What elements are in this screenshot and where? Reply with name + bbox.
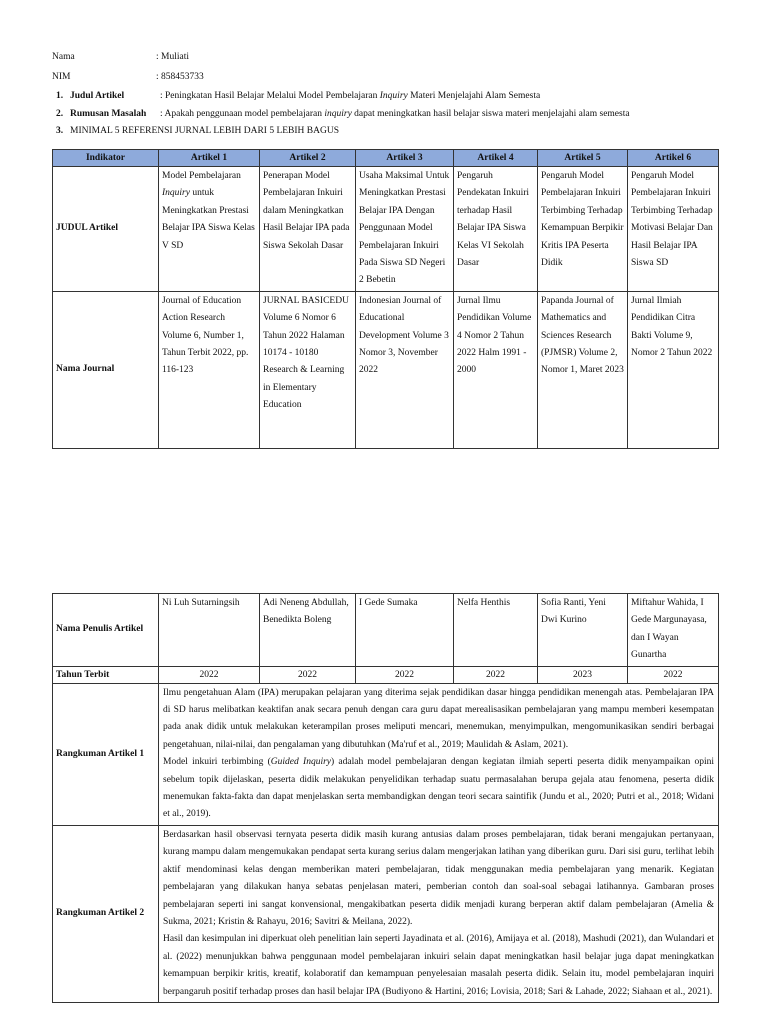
rangkuman-1-paragraph-1: Ilmu pengetahuan Alam (IPA) merupakan pelajaran yang diterima sejak pendidikan dasar hingga pendidikan menengah atas. Pembelajaran IPA di SD harus melibatkan keaktifan anak secara penuh dengan cara guru dapat merealisasikan pembelajaran yang mampu memberi kesempatan pada anak didik untuk melakukan keterampilan proses meliputi mencari, menemukan, menyimpulkan, mengomunikasikan sendiri berbagai pengetahuan, nilai-nilai, dan pengalaman yang dibutuhkan (Ma'ruf et al., 2019; Maulidah & Aslam, 2021).: [163, 687, 714, 750]
penulis-artikel-3: I Gede Sumaka: [356, 594, 454, 667]
judul-artikel-2: Penerapan Model Pembelajaran Inkuiri dalam Meningkatkan Hasil Belajar IPA pada Siswa Sekolah Dasar: [260, 167, 356, 292]
rangkuman-2-paragraph-1: Berdasarkan hasil observasi ternyata peserta didik masih kurang antusias dalam proses pembelajaran, tidak berani mengajukan pertanyaan, kurang mampu dalam mengemukakan pendapat serta kurang serius dalam mengerjakan latihan yang diberikan guru. Dari sisi guru, terlihat lebih aktif mendominasi kelas dengan memberikan materi pembelajaran, tidak menggunakan media pembelajaran yang menarik. Kegiatan pembelajaran yang dilakukan hanya sebatas penjelasan materi, pemberian contoh dan soal-soal sebagai latihannya. Gambaran proses pembelajaran seperti ini sangat konvensional, mengakibatkan peserta didik menjadi kurang berperan aktif dalam pembelajaran (Amelia & Sukma, 2021; Kristin & Rahayu, 2016; Savitri & Meilana, 2022).: [163, 829, 714, 927]
row-label-rangkuman-1: Rangkuman Artikel 1: [53, 683, 159, 825]
judul-label: Judul Artikel: [70, 91, 125, 101]
table-row-rangkuman-2: [53, 825, 719, 1002]
header-indikator: Indikator: [53, 150, 159, 167]
judul-line: [56, 89, 540, 103]
header-artikel-6: Artikel 6: [628, 150, 719, 167]
table-row-rangkuman-1: [53, 683, 719, 825]
tahun-artikel-6: 2022: [628, 666, 719, 683]
rangkuman-1-paragraph-2: Model inkuiri terbimbing (Guided Inquiry) adalah model pembelajaran dengan kegiatan ilmiah seperti peserta didik menyampaikan opini sebelum topik dijelaskan, peserta didik melakukan penyelidikan terhadap suatu permasalahan berupa gejala atau fenomena, peserta didik menemukan fakta-fakta dan dapat menjelaskan serta membandigkan dengan teori secara saintifik (Jundu et al., 2020; Putri et al., 2018; Widani et al., 2019).: [163, 757, 714, 820]
tahun-artikel-5: 2023: [538, 666, 628, 683]
article-table-2: [52, 593, 719, 1003]
rumusan-label: Rumusan Masalah: [70, 109, 147, 119]
penulis-artikel-4: Nelfa Henthis: [454, 594, 538, 667]
minimal-label: MINIMAL 5 REFERENSI JURNAL LEBIH DARI 5 LEBIH BAGUS: [70, 126, 339, 136]
journal-artikel-5: Papanda Journal of Mathematics and Sciences Research (PJMSR) Volume 2, Nomor 1, Maret 2023: [538, 291, 628, 448]
row-label-judul: JUDUL Artikel: [53, 167, 159, 292]
table-row-penulis: [53, 594, 719, 667]
journal-artikel-2: JURNAL BASICEDU Volume 6 Nomor 6 Tahun 2022 Halaman 10174 - 10180 Research & Learning in Elementary Education: [260, 291, 356, 448]
minimal-num: 3.: [56, 126, 64, 136]
table-row-journal: [53, 291, 719, 448]
penulis-artikel-6: Miftahur Wahida, I Gede Margunayasa, dan I Wayan Gunartha: [628, 594, 719, 667]
judul-value: : Peningkatan Hasil Belajar Melalui Model Pembelajaran Inquiry Materi Menjelajahi Alam Semesta: [160, 91, 541, 101]
table-header-row: [53, 150, 719, 167]
penulis-artikel-1: Ni Luh Sutarningsih: [159, 594, 260, 667]
row-label-tahun: Tahun Terbit: [53, 666, 159, 683]
row-label-rangkuman-2: Rangkuman Artikel 2: [53, 825, 159, 1002]
penulis-artikel-2: Adi Neneng Abdullah, Benedikta Boleng: [260, 594, 356, 667]
tahun-artikel-1: 2022: [159, 666, 260, 683]
row-label-penulis: Nama Penulis Artikel: [53, 594, 159, 667]
header-artikel-3: Artikel 3: [356, 150, 454, 167]
journal-artikel-1: Journal of Education Action Research Volume 6, Number 1, Tahun Terbit 2022, pp. 116-123: [159, 291, 260, 448]
header-artikel-2: Artikel 2: [260, 150, 356, 167]
journal-artikel-4: Jurnal Ilmu Pendidikan Volume 4 Nomor 2 Tahun 2022 Halm 1991 - 2000: [454, 291, 538, 448]
row-label-journal: Nama Journal: [53, 291, 159, 448]
tahun-artikel-2: 2022: [260, 666, 356, 683]
rangkuman-artikel-2: [159, 825, 719, 1002]
header-artikel-5: Artikel 5: [538, 150, 628, 167]
judul-artikel-3: Usaha Maksimal Untuk Meningkatkan Prestasi Belajar IPA Dengan Penggunaan Model Pembelajaran Inkuiri Pada Siswa SD Negeri 2 Bebetin: [356, 167, 454, 292]
article-table-1: [52, 149, 719, 449]
nim-line: [52, 70, 204, 84]
judul-artikel-4: Pengaruh Pendekatan Inkuiri terhadap Hasil Belajar IPA Siswa Kelas VI Sekolah Dasar: [454, 167, 538, 292]
nama-value: : Muliati: [156, 52, 189, 62]
table-row-tahun: [53, 666, 719, 683]
tahun-artikel-3: 2022: [356, 666, 454, 683]
penulis-artikel-5: Sofia Ranti, Yeni Dwi Kurino: [538, 594, 628, 667]
table-row-judul: [53, 167, 719, 292]
nama-line: [52, 50, 189, 64]
rumusan-line: [56, 107, 630, 121]
nim-label: NIM: [52, 72, 71, 82]
minimal-line: [56, 124, 339, 138]
judul-artikel-5: Pengaruh Model Pembelajaran Inkuiri Terbimbing Terhadap Kemampuan Berpikir Kritis IPA Peserta Didik: [538, 167, 628, 292]
rangkuman-artikel-1: [159, 683, 719, 825]
nim-value: : 858453733: [156, 72, 204, 82]
nama-label: Nama: [52, 52, 75, 62]
header-artikel-4: Artikel 4: [454, 150, 538, 167]
journal-artikel-6: Jurnal Ilmiah Pendidikan Citra Bakti Volume 9, Nomor 2 Tahun 2022: [628, 291, 719, 448]
judul-num: 1.: [56, 91, 64, 101]
journal-artikel-3: Indonesian Journal of Educational Development Volume 3 Nomor 3, November 2022: [356, 291, 454, 448]
rumusan-num: 2.: [56, 109, 64, 119]
judul-artikel-6: Pengaruh Model Pembelajaran Inkuiri Terbimbing Terhadap Motivasi Belajar Dan Hasil Belajar IPA Siswa SD: [628, 167, 719, 292]
header-artikel-1: Artikel 1: [159, 150, 260, 167]
rangkuman-2-paragraph-2: Hasil dan kesimpulan ini diperkuat oleh penelitian lain seperti Jayadinata et al. (2016), Amijaya et al. (2018), Mashudi (2021), dan Wulandari et al. (2022) menunjukkan bahwa penggunaan model pembelajaran inkuiri selain dapat meningkatkan hasil belajar juga dapat meningkatkan kemampuan berpikir kritis, kreatif, kolaboratif dan kemampuan penyelesaian masalah peserta didik. Selain itu, model pembelajaran inquiri berpangaruh positif terhadap proses dan hasil belajar IPA (Budiyono & Hartini, 2016; Lovisia, 2018; Sari & Lahade, 2022; Siahaan et al., 2021).: [163, 934, 714, 997]
rumusan-value: : Apakah penggunaan model pembelajaran inquiry dapat meningkatkan hasil belajar siswa materi menjelajahi alam semesta: [160, 109, 630, 119]
judul-artikel-1: Model Pembelajaran Inquiry untuk Meningkatkan Prestasi Belajar IPA Siswa Kelas V SD: [159, 167, 260, 292]
tahun-artikel-4: 2022: [454, 666, 538, 683]
